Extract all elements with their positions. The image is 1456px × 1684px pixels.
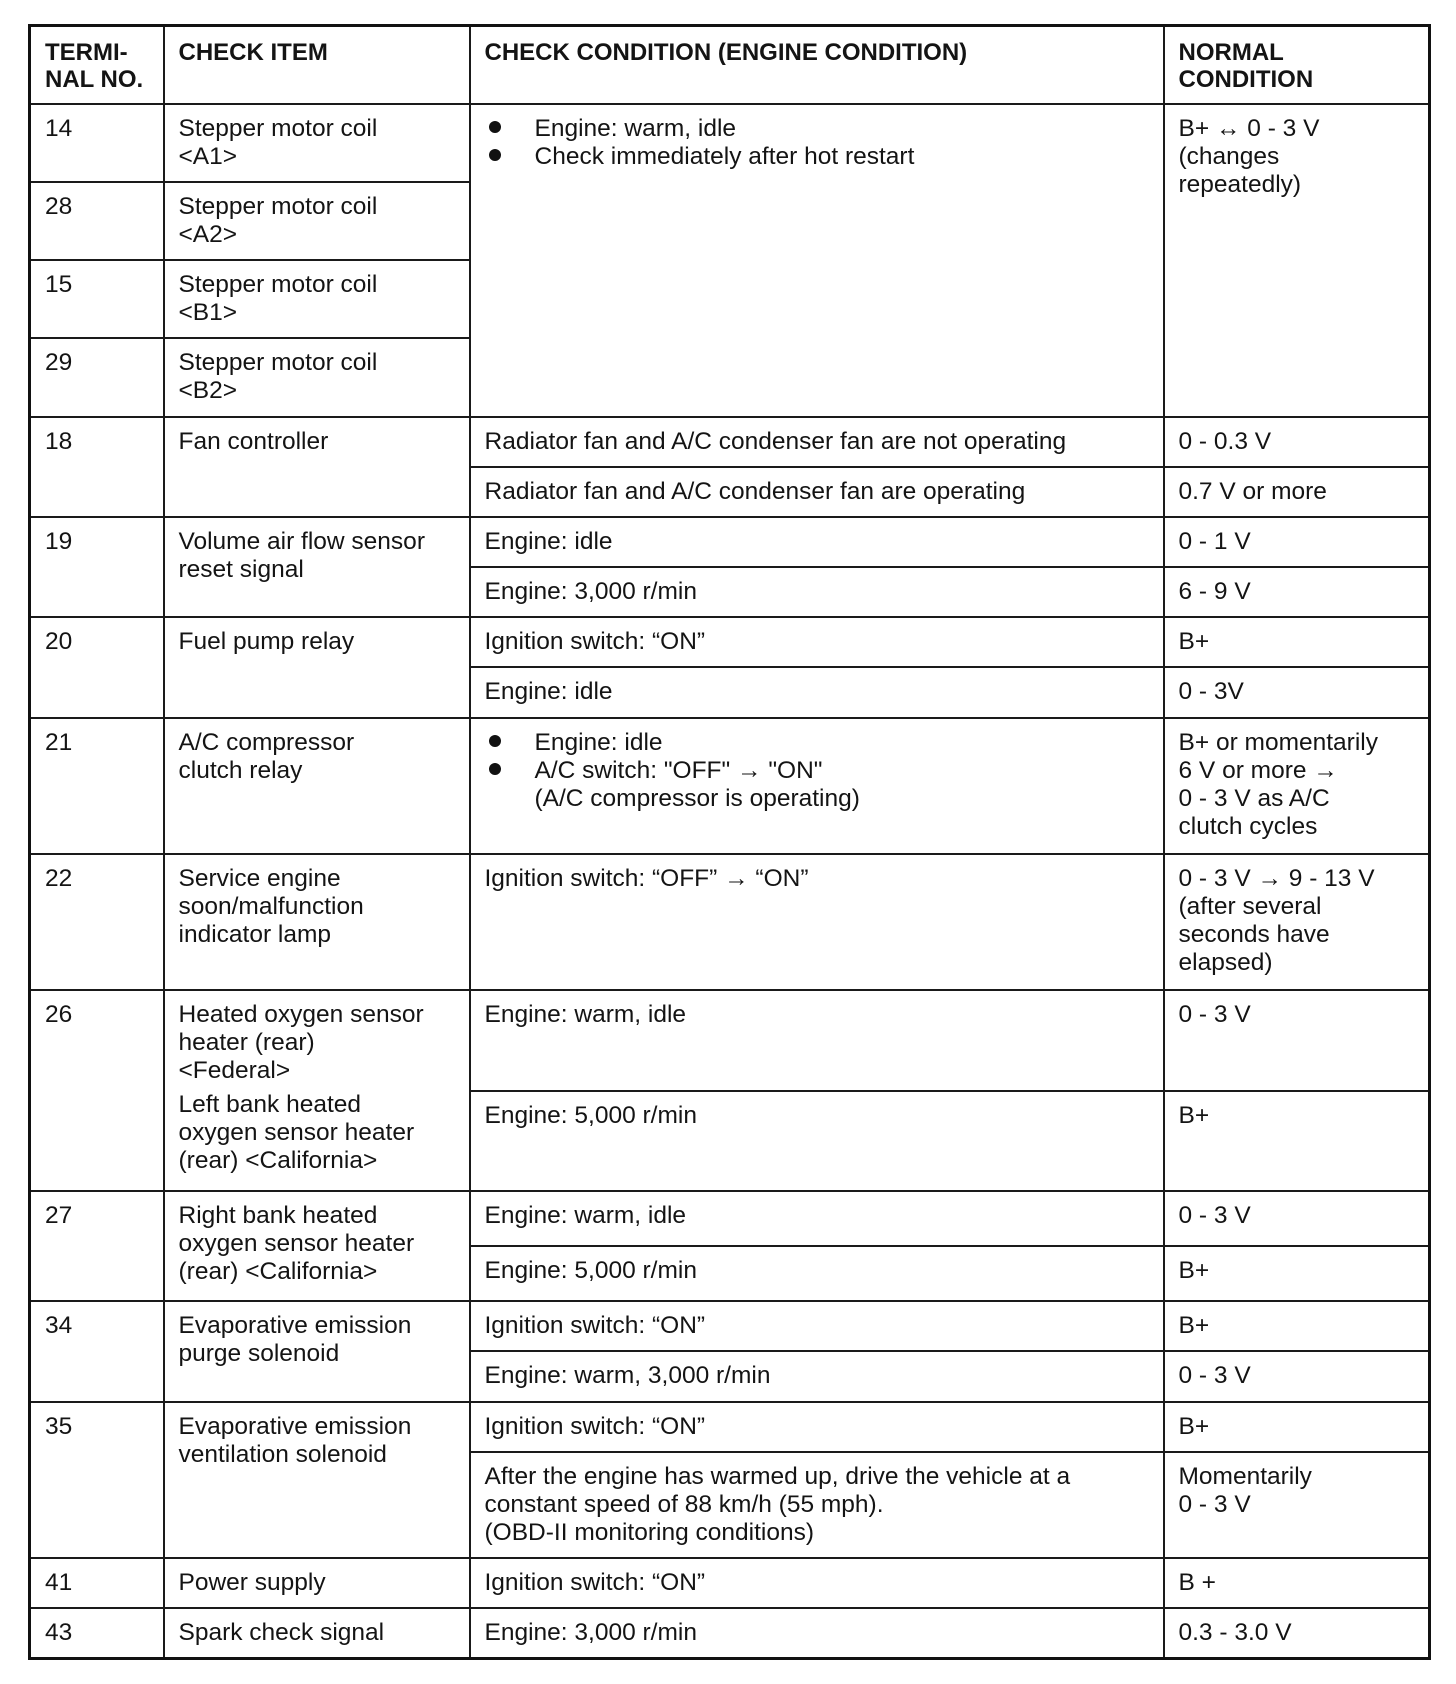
check-condition: Engine: idle [470, 517, 1164, 567]
normal-condition: B+ [1164, 1246, 1430, 1301]
normal-condition: B+ [1164, 1402, 1430, 1452]
header-check-item: CHECK ITEM [164, 26, 470, 104]
normal-condition: B+ [1164, 617, 1430, 667]
check-condition: Engine: warm, idle [470, 1191, 1164, 1246]
terminal-number: 28 [30, 182, 164, 260]
normal-condition: 0 - 3 V [1164, 1191, 1430, 1246]
check-item: Evaporative emission purge solenoid [164, 1301, 470, 1401]
check-condition: Radiator fan and A/C condenser fan are operating [470, 467, 1164, 517]
normal-condition: B+ or momentarily 6 V or more → 0 - 3 V as A/C clutch cycles [1164, 718, 1430, 854]
check-condition: Engine: 3,000 r/min [470, 567, 1164, 617]
check-condition: Ignition switch: “ON” [470, 617, 1164, 667]
terminal-number: 34 [30, 1301, 164, 1401]
normal-condition: 0 - 0.3 V [1164, 417, 1430, 467]
check-item: Stepper motor coil <B2> [164, 338, 470, 416]
normal-condition: 0 - 1 V [1164, 517, 1430, 567]
normal-condition: Momentarily 0 - 3 V [1164, 1452, 1430, 1558]
table-row [30, 718, 1430, 854]
terminal-number: 18 [30, 417, 164, 517]
check-item: Stepper motor coil <A2> [164, 182, 470, 260]
terminal-number: 27 [30, 1191, 164, 1301]
terminal-number: 26 [30, 990, 164, 1191]
check-condition: Engine: warm, idle [470, 990, 1164, 1090]
header-row [30, 26, 1430, 104]
table-row [30, 1558, 1430, 1608]
check-condition: Ignition switch: “ON” [470, 1402, 1164, 1452]
table-row [30, 104, 1430, 182]
normal-condition: 0 - 3 V [1164, 990, 1430, 1090]
terminal-number: 29 [30, 338, 164, 416]
normal-condition: 0 - 3 V [1164, 1351, 1430, 1401]
check-item: Stepper motor coil <B1> [164, 260, 470, 338]
check-item: A/C compressor clutch relay [164, 718, 470, 854]
table-row [30, 517, 1430, 567]
bullet-subtext: (A/C compressor is operating) [534, 784, 860, 812]
terminal-number: 22 [30, 854, 164, 990]
table-row [30, 1301, 1430, 1351]
table-row [30, 1608, 1430, 1658]
check-condition: Engine: 3,000 r/min [470, 1608, 1164, 1658]
normal-condition: B+ ↔ 0 - 3 V (changes repeatedly) [1164, 104, 1430, 417]
check-condition: Engine: 5,000 r/min [470, 1091, 1164, 1191]
check-condition: After the engine has warmed up, drive the vehicle at a constant speed of 88 km/h (55 mph). (OBD-II monitoring conditions) [470, 1452, 1164, 1558]
check-condition: Engine: warm, 3,000 r/min [470, 1351, 1164, 1401]
bullet-item: Engine: warm, idle [485, 115, 1151, 143]
check-item: Power supply [164, 1558, 470, 1608]
check-item: Service engine soon/malfunction indicator lamp [164, 854, 470, 990]
check-condition: Engine: 5,000 r/min [470, 1246, 1164, 1301]
check-item: Volume air flow sensor reset signal [164, 517, 470, 617]
terminal-number: 19 [30, 517, 164, 617]
terminal-number: 15 [30, 260, 164, 338]
check-item: Fuel pump relay [164, 617, 470, 717]
check-item: Right bank heated oxygen sensor heater (rear) <California> [164, 1191, 470, 1301]
check-condition: Engine: idle [470, 667, 1164, 717]
bullet-icon [485, 757, 535, 785]
normal-condition: 0 - 3V [1164, 667, 1430, 717]
table-row [30, 417, 1430, 467]
bullet-icon [485, 115, 535, 143]
normal-condition: B+ [1164, 1301, 1430, 1351]
check-condition: Ignition switch: “OFF” → “ON” [470, 854, 1164, 990]
check-item-federal: Heated oxygen sensor heater (rear) <Federal> [178, 1001, 424, 1085]
terminal-check-table [28, 24, 1431, 1660]
check-item [164, 990, 470, 1191]
terminal-number: 35 [30, 1402, 164, 1558]
check-item: Stepper motor coil <A1> [164, 104, 470, 182]
normal-condition: B+ [1164, 1091, 1430, 1191]
terminal-number: 14 [30, 104, 164, 182]
terminal-number: 20 [30, 617, 164, 717]
header-terminal: TERMI- NAL NO. [30, 26, 164, 104]
table-row [30, 854, 1430, 990]
table-row [30, 990, 1430, 1090]
check-item-california: Left bank heated oxygen sensor heater (rear) <California> [178, 1091, 415, 1175]
table-row [30, 617, 1430, 667]
check-item: Fan controller [164, 417, 470, 517]
header-check-condition: CHECK CONDITION (ENGINE CONDITION) [470, 26, 1164, 104]
terminal-number: 43 [30, 1608, 164, 1658]
check-condition [470, 718, 1164, 854]
normal-condition: 6 - 9 V [1164, 567, 1430, 617]
bullet-item: Check immediately after hot restart [485, 143, 1151, 171]
bullet-item: A/C switch: "OFF" → "ON" [485, 757, 1151, 785]
check-condition: Ignition switch: “ON” [470, 1301, 1164, 1351]
check-condition: Radiator fan and A/C condenser fan are not operating [470, 417, 1164, 467]
bullet-icon [485, 729, 535, 757]
bullet-icon [485, 143, 535, 171]
table-row [30, 1191, 1430, 1246]
terminal-number: 41 [30, 1558, 164, 1608]
normal-condition: B + [1164, 1558, 1430, 1608]
header-normal-condition: NORMAL CONDITION [1164, 26, 1430, 104]
check-item: Spark check signal [164, 1608, 470, 1658]
normal-condition: 0.3 - 3.0 V [1164, 1608, 1430, 1658]
check-condition: Ignition switch: “ON” [470, 1558, 1164, 1608]
bullet-item: Engine: idle [485, 729, 1151, 757]
check-condition [470, 104, 1164, 417]
table-row [30, 1402, 1430, 1452]
normal-condition: 0.7 V or more [1164, 467, 1430, 517]
normal-condition: 0 - 3 V → 9 - 13 V (after several seconds have elapsed) [1164, 854, 1430, 990]
terminal-number: 21 [30, 718, 164, 854]
check-item: Evaporative emission ventilation solenoid [164, 1402, 470, 1558]
